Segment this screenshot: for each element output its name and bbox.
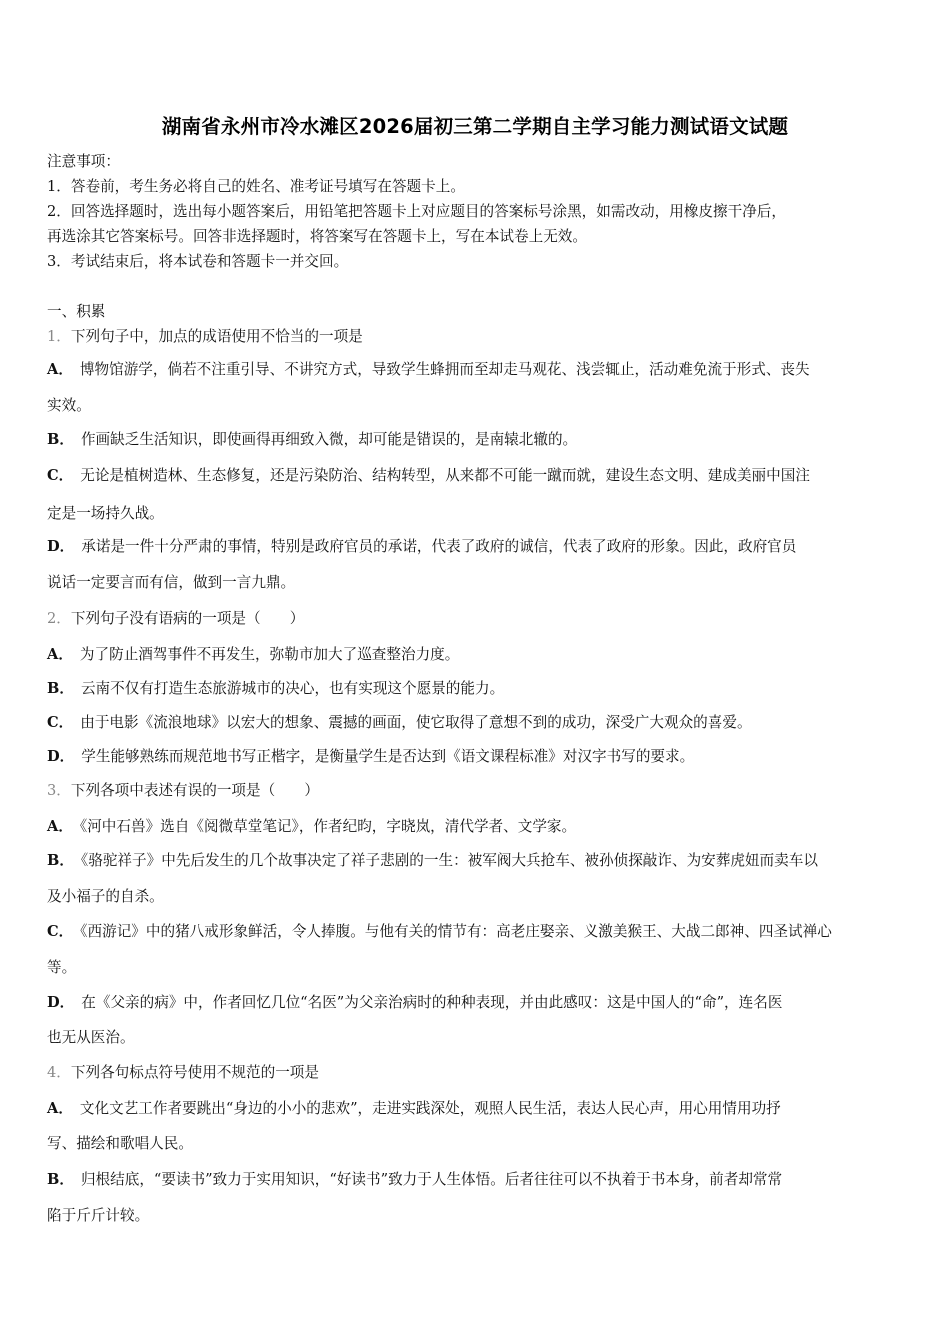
notice-item-1: 1．答卷前，考生务必将自己的姓名、准考证号填写在答题卡上。 bbox=[47, 178, 465, 195]
option-letter: A． bbox=[47, 646, 73, 663]
q3-option-c-continued: 等。 bbox=[47, 959, 77, 976]
question-text: 下列各项中表述有误的一项是（ ） bbox=[70, 782, 319, 799]
option-letter: B． bbox=[47, 1171, 74, 1188]
q3-option-d-continued: 也无从医治。 bbox=[47, 1029, 135, 1046]
q1-option-c-continued: 定是一场持久战。 bbox=[47, 505, 164, 522]
option-text: 《西游记》中的猪八戒形象鲜活，令人捧腹。与他有关的情节有：高老庄娶亲、义激美猴王、大战二郎神、四圣试禅心 bbox=[80, 923, 832, 940]
option-letter: C． bbox=[47, 467, 74, 484]
q3-option-a[interactable] bbox=[47, 817, 907, 837]
option-text: 云南不仅有打造生态旅游城市的决心，也有实现这个愿景的能力。 bbox=[80, 680, 505, 697]
question-number: 2． bbox=[47, 610, 71, 627]
page-title: 湖南省永州市冷水滩区2026届初三第二学期自主学习能力测试语文试题 bbox=[161, 115, 789, 138]
q3-option-b[interactable] bbox=[47, 851, 907, 871]
q1-option-d[interactable] bbox=[47, 537, 907, 557]
q1-option-c[interactable] bbox=[47, 466, 907, 486]
q4-option-a-continued: 写、描绘和歌唱人民。 bbox=[47, 1135, 193, 1152]
notice-item-3: 3．考试结束后，将本试卷和答题卡一并交回。 bbox=[47, 253, 349, 270]
q4-option-b[interactable] bbox=[47, 1170, 907, 1190]
question-number: 3． bbox=[47, 782, 71, 799]
question-number: 4． bbox=[47, 1064, 71, 1081]
q3-option-b-continued: 及小福子的自杀。 bbox=[47, 888, 164, 905]
q2-option-c[interactable] bbox=[47, 713, 907, 733]
q2-option-b[interactable] bbox=[47, 679, 907, 699]
q3-option-c[interactable] bbox=[47, 922, 907, 942]
q4-option-a[interactable] bbox=[47, 1099, 907, 1119]
q2-option-d[interactable] bbox=[47, 747, 907, 767]
option-text: 《骆驼祥子》中先后发生的几个故事决定了祥子悲剧的一生：被军阀大兵抢车、被孙侦探敲诈、为安葬虎妞而卖车以 bbox=[80, 852, 818, 869]
option-letter: C． bbox=[47, 923, 74, 940]
q1-option-b[interactable] bbox=[47, 430, 907, 450]
option-text: 由于电影《流浪地球》以宏大的想象、震撼的画面，使它取得了意想不到的成功，深受广大观众的喜爱。 bbox=[80, 714, 752, 731]
option-text: 承诺是一件十分严肃的事情，特别是政府官员的承诺，代表了政府的诚信，代表了政府的形象。因此，政府官员 bbox=[81, 538, 797, 555]
option-letter: D． bbox=[47, 994, 75, 1011]
option-letter: A． bbox=[47, 1100, 73, 1117]
option-text: 无论是植树造林、生态修复，还是污染防治、结构转型，从来都不可能一蹴而就，建设生态文明、建成美丽中国注 bbox=[80, 467, 810, 484]
section-heading: 一、积累 bbox=[47, 303, 106, 320]
question-4-stem bbox=[47, 1063, 907, 1083]
option-text: 作画缺乏生活知识，即使画得再细致入微，却可能是错误的，是南辕北辙的。 bbox=[80, 431, 578, 448]
option-letter: D． bbox=[47, 538, 75, 555]
option-text: 学生能够熟练而规范地书写正楷字，是衡量学生是否达到《语文课程标准》对汉字书写的要求。 bbox=[81, 748, 695, 765]
option-text: 归根结底，“要读书”致力于实用知识，“好读书”致力于人生体悟。后者往往可以不执着于书本身，前者却常常 bbox=[80, 1171, 783, 1188]
option-text: 文化文艺工作者要跳出“身边的小小的悲欢”，走进实践深处，观照人民生活，表达人民心声，用心用情用功抒 bbox=[79, 1100, 781, 1117]
question-text: 下列各句标点符号使用不规范的一项是 bbox=[70, 1064, 319, 1081]
question-text: 下列句子中，加点的成语使用不恰当的一项是 bbox=[70, 328, 363, 345]
notice-item-2-line-1: 2．回答选择题时，选出每小题答案后，用铅笔把答题卡上对应题目的答案标号涂黑，如需改动，用橡皮擦干净后， bbox=[47, 203, 786, 220]
option-letter: A． bbox=[47, 361, 73, 378]
q3-option-d[interactable] bbox=[47, 993, 907, 1013]
question-2-stem bbox=[47, 609, 907, 629]
q1-option-a[interactable] bbox=[47, 360, 907, 380]
option-letter: D． bbox=[47, 748, 75, 765]
option-text: 为了防止酒驾事件不再发生，弥勒市加大了巡查整治力度。 bbox=[79, 646, 460, 663]
option-letter: B． bbox=[47, 852, 74, 869]
option-text: 博物馆游学，倘若不注重引导、不讲究方式，导致学生蜂拥而至却走马观花、浅尝辄止，活动难免流于形式、丧失 bbox=[79, 361, 810, 378]
option-letter: C． bbox=[47, 714, 74, 731]
q2-option-a[interactable] bbox=[47, 645, 907, 665]
question-1-stem bbox=[47, 327, 907, 347]
option-text: 《河中石兽》选自《阅微草堂笔记》，作者纪昀，字晓岚，清代学者、文学家。 bbox=[79, 818, 577, 835]
option-letter: B． bbox=[47, 431, 74, 448]
option-letter: B． bbox=[47, 680, 74, 697]
question-number: 1． bbox=[47, 328, 71, 345]
q1-option-a-continued: 实效。 bbox=[47, 397, 91, 414]
question-3-stem bbox=[47, 781, 907, 801]
q1-option-d-continued: 说话一定要言而有信，做到一言九鼎。 bbox=[47, 574, 296, 591]
notice-heading: 注意事项： bbox=[47, 153, 120, 170]
option-letter: A． bbox=[47, 818, 73, 835]
option-text: 在《父亲的病》中，作者回忆几位“名医”为父亲治病时的种种表现，并由此感叹：这是中国人的“命”，连名医 bbox=[81, 994, 783, 1011]
q4-option-b-continued: 陷于斤斤计较。 bbox=[47, 1207, 150, 1224]
notice-item-2-line-2: 再选涂其它答案标号。回答非选择题时，将答案写在答题卡上，写在本试卷上无效。 bbox=[47, 228, 587, 245]
question-text: 下列句子没有语病的一项是（ ） bbox=[70, 610, 305, 627]
